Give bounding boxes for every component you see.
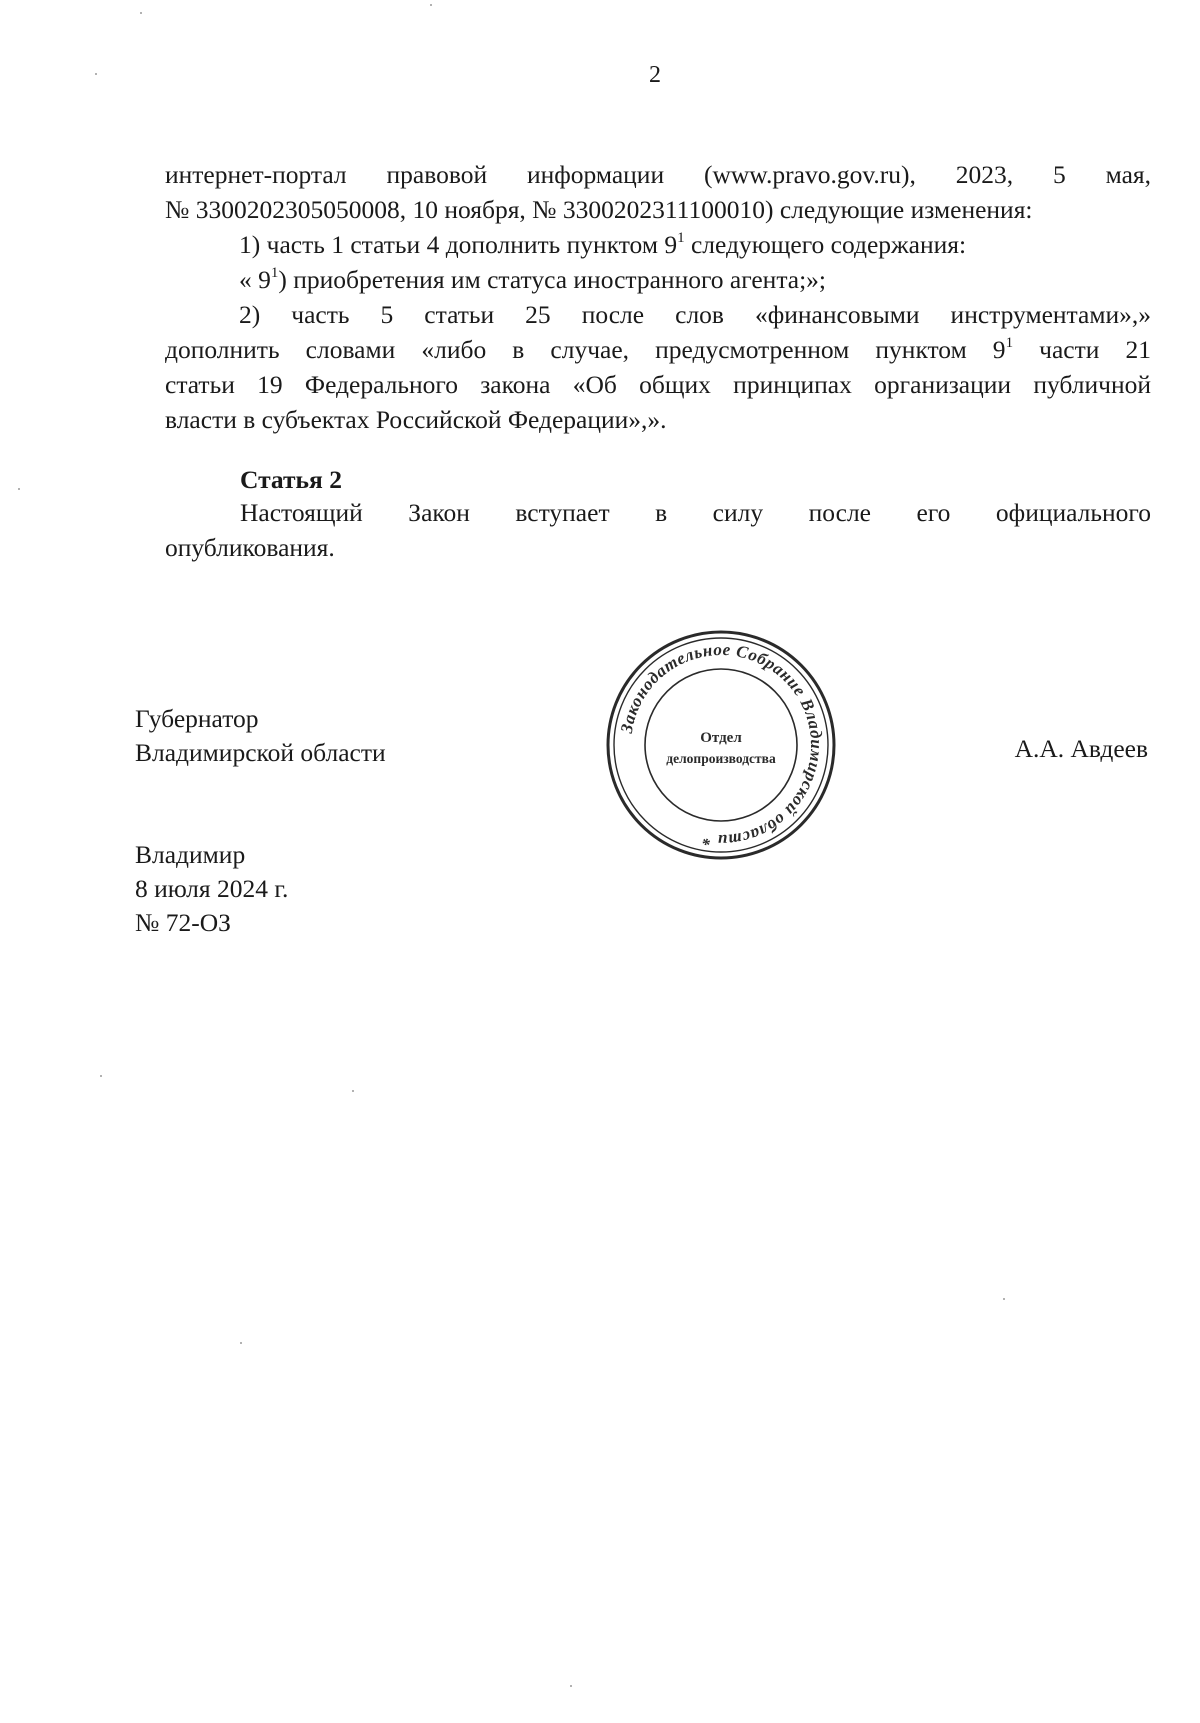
scan-speck <box>430 4 432 6</box>
quote-text: « 9 <box>239 265 271 294</box>
signing-date: 8 июля 2024 г. <box>135 874 289 903</box>
amendment-item-2 <box>165 297 1151 437</box>
line-2-text: дополнить словами «либо в случае, предусмотренном пунктом 9 <box>165 335 1006 364</box>
seal-ring-text: Законодательное Собрание Владимирской области * <box>616 639 827 851</box>
signatory-position-line-2: Владимирской области <box>135 738 386 767</box>
seal-center-line-2: делопроизводства <box>666 751 776 766</box>
superscript: 1 <box>270 264 279 281</box>
signatory-position-line-1: Губернатор <box>135 704 259 733</box>
place-and-date <box>135 838 288 940</box>
quote-tail: ) приобретения им статуса иностранного агента;»; <box>278 265 827 294</box>
document-body <box>165 157 1151 437</box>
scan-speck <box>352 1090 354 1092</box>
scan-speck <box>240 1342 242 1344</box>
scan-speck <box>100 1075 102 1077</box>
page-number: 2 <box>649 62 661 88</box>
scan-speck <box>140 12 142 14</box>
intro-line-2: № 3300202305050008, 10 ноября, № 3300202311100010) следующие изменения: <box>165 195 1033 224</box>
amendment-item-2-line-4: власти в субъектах Российской Федерации»,». <box>165 405 667 434</box>
amendment-item-1-tail: следующего содержания: <box>684 230 967 259</box>
amendment-item-1-text: 1) часть 1 статьи 4 дополнить пунктом 9 <box>239 230 678 259</box>
scan-speck <box>95 73 97 75</box>
superscript: 1 <box>677 229 685 246</box>
superscript: 1 <box>1005 334 1014 351</box>
amendment-item-2-line-3: статьи 19 Федерального закона «Об общих принципах организации публичной <box>165 370 1151 399</box>
signatory-position <box>135 702 386 770</box>
article-2-line-1: Настоящий Закон вступает в силу после его официального <box>240 498 1151 527</box>
city: Владимир <box>135 840 246 869</box>
scan-speck <box>1003 1298 1005 1300</box>
amendment-item-1 <box>165 227 1151 262</box>
amendment-item-1-quote <box>165 262 1151 297</box>
intro-paragraph <box>165 157 1151 227</box>
article-2-line-2: опубликования. <box>165 533 335 562</box>
signatory-name: А.А. Авдеев <box>1014 734 1148 763</box>
scan-speck <box>570 1685 572 1687</box>
scan-speck <box>18 488 20 490</box>
law-number: № 72-ОЗ <box>135 908 231 937</box>
line-2-tail: части 21 <box>1013 335 1151 364</box>
article-2-heading: Статья 2 <box>240 465 342 494</box>
amendment-item-2-line-1: 2) часть 5 статьи 25 после слов «финансовыми инструментами»,» <box>239 300 1151 329</box>
seal-center-line-1: Отдел <box>700 730 742 746</box>
amendment-item-2-line-2 <box>165 332 1151 367</box>
article-2-body <box>165 495 1151 565</box>
official-seal <box>604 628 838 862</box>
intro-line-1: интернет-портал правовой информации (www.pravo.gov.ru), 2023, 5 мая, <box>165 160 1151 189</box>
